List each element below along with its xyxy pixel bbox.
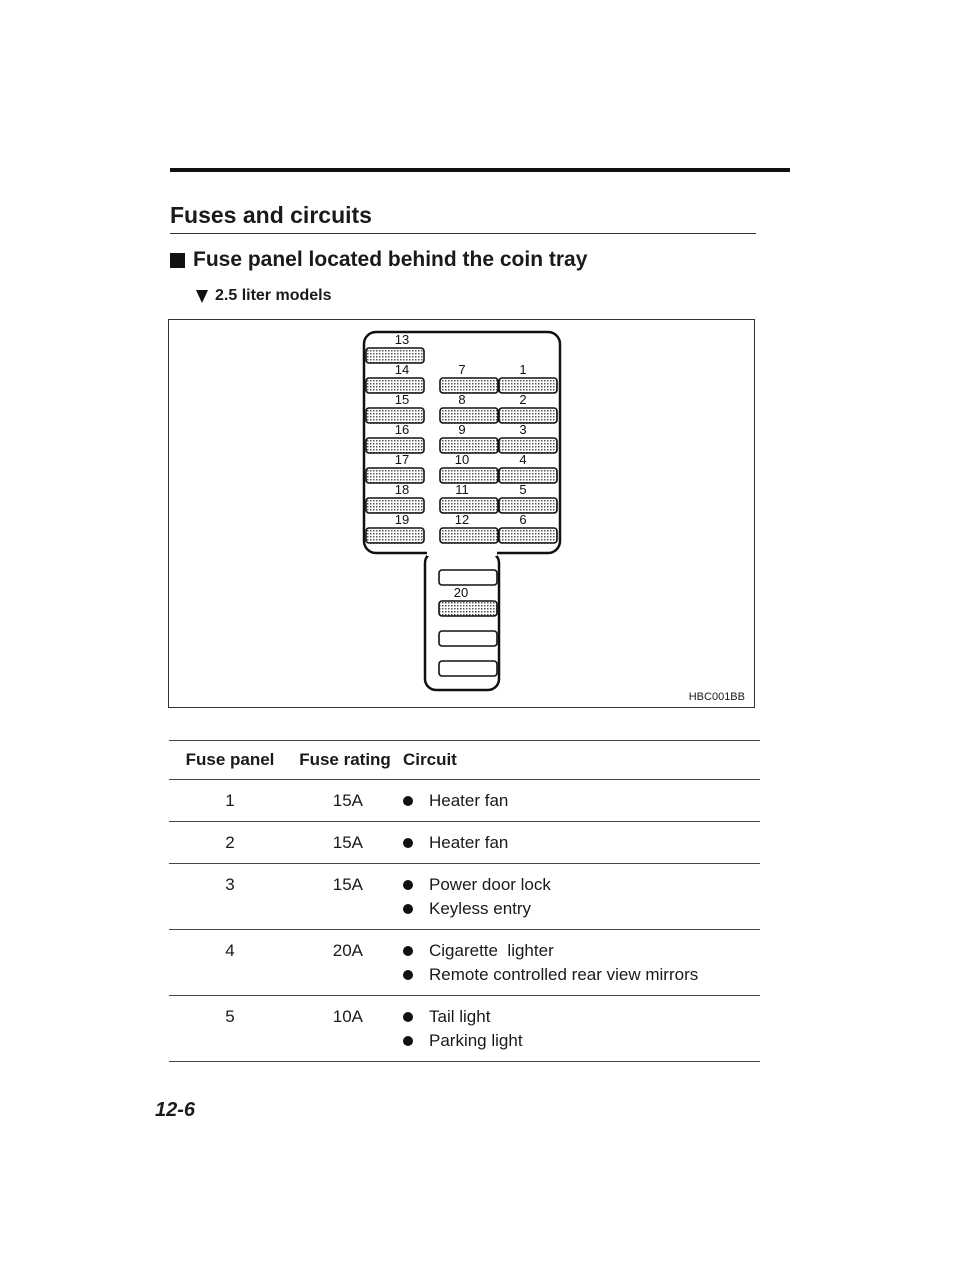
- fuse-number-label: 7: [458, 362, 466, 377]
- circuit-item: [399, 873, 760, 897]
- table-row: [169, 780, 760, 822]
- fuse-rating: 15A: [332, 791, 363, 810]
- title-rule: [170, 233, 756, 234]
- fuse-slot: [366, 498, 424, 513]
- table-row: [169, 930, 760, 996]
- bullet-icon: [403, 796, 413, 806]
- fuse-number-label: 20: [453, 585, 469, 600]
- fuse-slot: [366, 378, 424, 393]
- bullet-icon: [403, 880, 413, 890]
- fuse-slot: [366, 468, 424, 483]
- fuse-number-label: 11: [455, 482, 469, 497]
- fuse-number-label: 17: [394, 452, 410, 467]
- bullet-icon: [403, 838, 413, 848]
- circuit-text: Tail light: [429, 1007, 491, 1026]
- triangle-down-icon: [196, 290, 208, 303]
- table-row: [169, 996, 760, 1062]
- fuse-number-label: 10: [454, 452, 470, 467]
- fuse-rating: 15A: [332, 875, 363, 894]
- fuse-number-label: 15: [394, 392, 410, 407]
- circuit-text: Remote controlled rear view mirrors: [429, 965, 699, 984]
- circuit-text: Keyless entry: [429, 899, 532, 918]
- fuse-slot: [366, 348, 424, 363]
- fuse-slot: [366, 438, 424, 453]
- fuse-slot: [440, 528, 498, 543]
- fuse-number-label: 18: [394, 482, 410, 497]
- bullet-icon: [403, 1036, 413, 1046]
- fuse-slot: [366, 408, 424, 423]
- circuit-item: [399, 831, 760, 855]
- bullet-icon: [403, 946, 413, 956]
- fuse-slot: [499, 528, 557, 543]
- circuit-item: [399, 789, 760, 813]
- fuse-slot: [366, 528, 424, 543]
- header-fuse-panel: Fuse panel: [185, 750, 275, 769]
- circuit-cell: [399, 930, 760, 996]
- bullet-icon: [403, 904, 413, 914]
- circuit-item: [399, 963, 760, 987]
- table-row: [169, 864, 760, 930]
- subsection-heading: [170, 248, 587, 272]
- fuse-slot: [439, 601, 497, 616]
- figure-code: HBC001BB: [688, 691, 745, 703]
- fuse-panel-number: 3: [225, 875, 235, 894]
- fuse-slot: [440, 378, 498, 393]
- fuse-number-label: 16: [394, 422, 410, 437]
- square-bullet-icon: [170, 253, 185, 268]
- fuse-number-label: 12: [454, 512, 470, 527]
- fuse-slot: [499, 468, 557, 483]
- circuit-item: [399, 1029, 760, 1053]
- fuse-number-label: 1: [519, 362, 527, 377]
- circuit-text: Heater fan: [429, 791, 509, 810]
- fuse-panel-figure: [168, 319, 755, 708]
- circuit-cell: [399, 864, 760, 930]
- circuit-cell: [399, 780, 760, 822]
- circuit-item: [399, 939, 760, 963]
- spare-fuse-slot: [439, 631, 497, 646]
- circuit-item: [399, 897, 760, 921]
- spare-fuse-slot: [439, 661, 497, 676]
- section-title: Fuses and circuits: [170, 202, 372, 228]
- top-rule: [170, 168, 790, 172]
- header-fuse-rating: Fuse rating: [299, 750, 391, 769]
- fuse-panel-number: 4: [225, 941, 235, 960]
- fuse-number-label: 3: [519, 422, 527, 437]
- fuse-number-label: 2: [519, 392, 527, 407]
- fuse-table: [169, 740, 760, 1062]
- fuse-slot: [499, 408, 557, 423]
- table-row: [169, 822, 760, 864]
- bullet-icon: [403, 1012, 413, 1022]
- fuse-panel-number: 1: [225, 791, 235, 810]
- circuit-text: Heater fan: [429, 833, 509, 852]
- fuse-number-label: 9: [458, 422, 466, 437]
- fuse-number-label: 5: [519, 482, 527, 497]
- fuse-rating: 10A: [332, 1007, 363, 1026]
- fuse-rating: 15A: [332, 833, 363, 852]
- circuit-cell: [399, 996, 760, 1062]
- lower-block-divider: [427, 548, 497, 556]
- model-label: 2.5 liter models: [215, 287, 332, 304]
- fuse-slot: [499, 378, 557, 393]
- model-heading: [196, 287, 332, 305]
- circuit-text: Parking light: [429, 1031, 523, 1050]
- circuit-text: Power door lock: [429, 875, 551, 894]
- fuse-panel-number: 2: [225, 833, 235, 852]
- bullet-icon: [403, 970, 413, 980]
- fuse-slot: [499, 498, 557, 513]
- fuse-number-label: 13: [394, 332, 410, 347]
- page-number: 12-6: [155, 1099, 196, 1121]
- fuse-slot: [440, 438, 498, 453]
- circuit-cell: [399, 822, 760, 864]
- circuit-item: [399, 1005, 760, 1029]
- fuse-number-label: 8: [458, 392, 466, 407]
- fuse-number-label: 19: [394, 512, 410, 527]
- fuse-number-label: 4: [519, 452, 527, 467]
- fuse-panel-number: 5: [225, 1007, 235, 1026]
- fuse-slot: [440, 498, 498, 513]
- table-header-row: [169, 741, 760, 780]
- fuse-panel-diagram: [169, 320, 756, 709]
- header-circuit: Circuit: [403, 750, 457, 769]
- fuse-slot: [440, 468, 498, 483]
- fuse-slot: [499, 438, 557, 453]
- spare-fuse-slot: [439, 570, 497, 585]
- fuse-slot: [440, 408, 498, 423]
- fuse-rating: 20A: [332, 941, 363, 960]
- circuit-text: Cigarette lighter: [429, 941, 554, 960]
- fuse-number-label: 6: [519, 512, 527, 527]
- subsection-title: Fuse panel located behind the coin tray: [193, 248, 588, 271]
- fuse-number-label: 14: [394, 362, 410, 377]
